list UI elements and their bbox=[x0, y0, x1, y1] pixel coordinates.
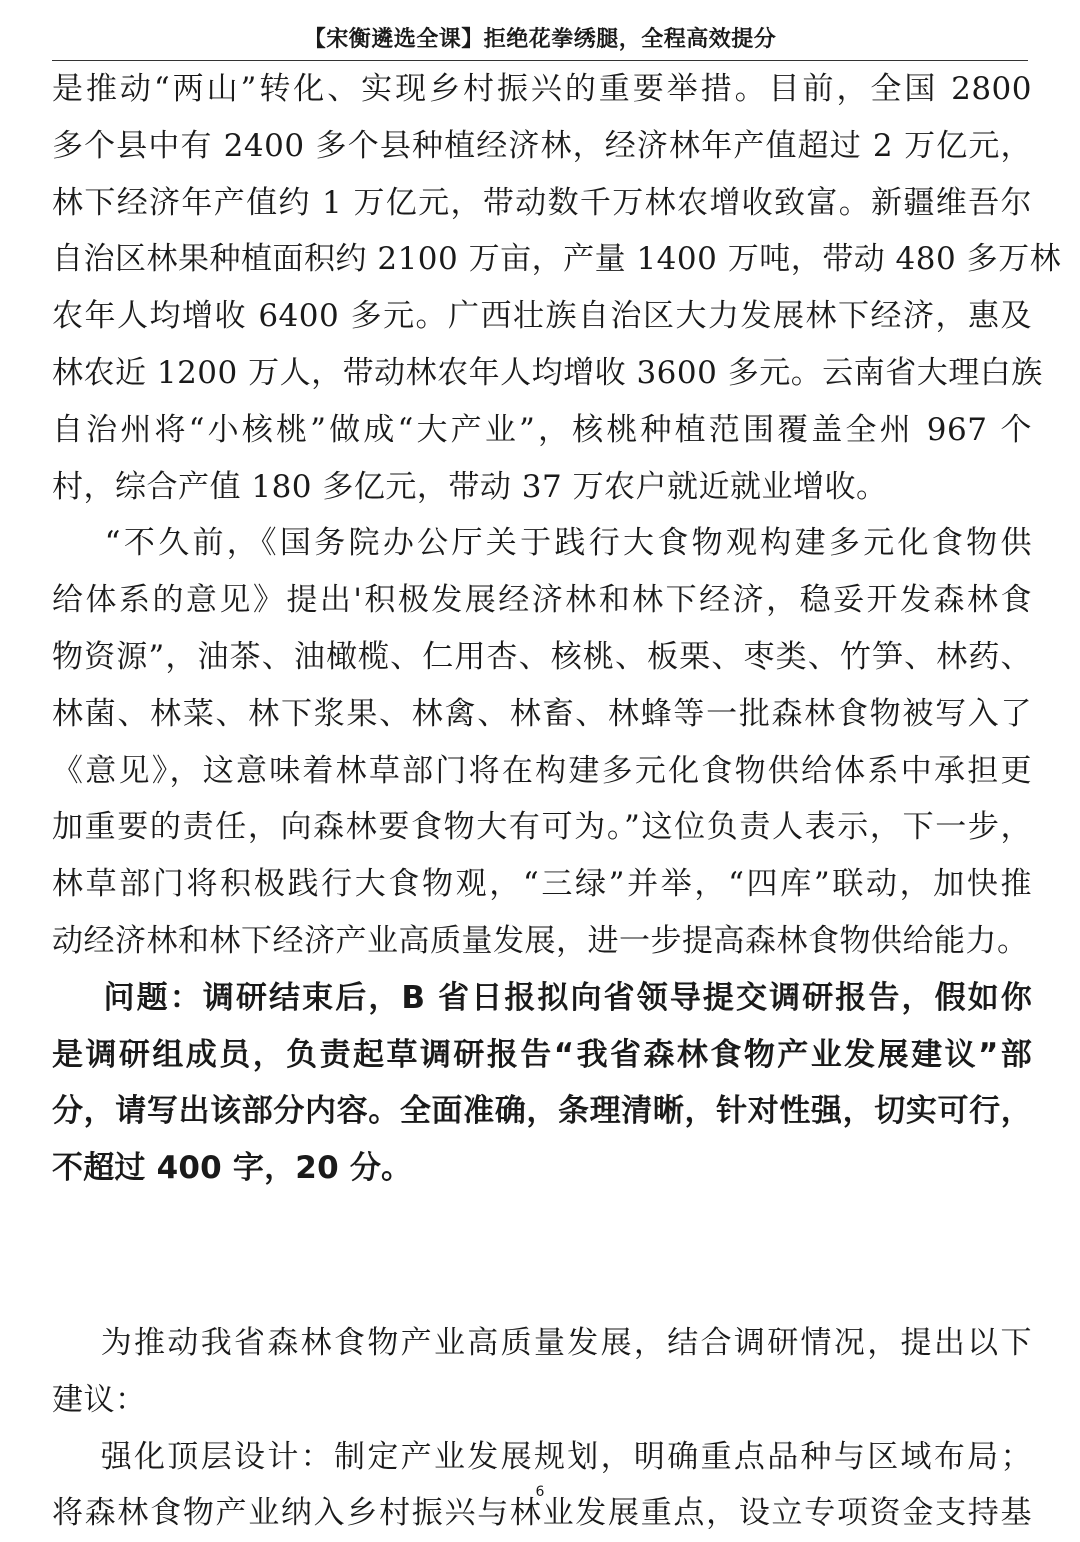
text-line: 自治区林果种植面积约 2100 万亩，产量 1400 万吨，带动 480 多万林 bbox=[52, 241, 1062, 278]
text-line: 《意见》，这意味着林草部门将在构建多元化食物供给体系中承担更 bbox=[52, 752, 1032, 789]
page-number: 6 bbox=[535, 1484, 545, 1500]
question-line: 分，请写出该部分内容。全面准确，条理清晰，针对性强，切实可行， bbox=[52, 1093, 1032, 1130]
text-line: “不久前，《国务院办公厅关于践行大食物观构建多元化食物供 bbox=[52, 525, 1032, 562]
paragraph-economic-forest-stats bbox=[52, 61, 1062, 515]
text-line: 将森林食物产业纳入乡村振兴与林业发展重点，设立专项资金支持基 bbox=[52, 1495, 1032, 1532]
section-gap bbox=[52, 1197, 1032, 1315]
question-line: 是调研组成员，负责起草调研报告“我省森林食物产业发展建议”部 bbox=[52, 1036, 1032, 1073]
exam-question bbox=[52, 970, 1032, 1197]
question-line: 问题：调研结束后，B 省日报拟向省领导提交调研报告，假如你 bbox=[52, 979, 1032, 1016]
text-line: 强化顶层设计：制定产业发展规划，明确重点品种与区域布局； bbox=[52, 1438, 1032, 1475]
text-line: 自治州将“小核桃”做成“大产业”，核桃种植范围覆盖全州 967 个 bbox=[52, 411, 1032, 448]
text-line: 给体系的意见》提出'积极发展经济林和林下经济，稳妥开发森林食 bbox=[52, 582, 1032, 619]
page-header bbox=[0, 0, 1080, 62]
text-line: 建议： bbox=[52, 1381, 147, 1418]
text-line: 林农近 1200 万人，带动林农年人均增收 3600 多元。云南省大理白族 bbox=[52, 354, 1043, 391]
document-body bbox=[52, 61, 1062, 1542]
text-line: 多个县中有 2400 多个县种植经济林，经济林年产值超过 2 万亿元， bbox=[52, 127, 1032, 164]
text-line: 林下经济年产值约 1 万亿元，带动数千万林农增收致富。新疆维吾尔 bbox=[52, 184, 1032, 221]
paragraph-policy-quote bbox=[52, 515, 1032, 969]
text-line: 加重要的责任，向森林要食物大有可为。”这位负责人表示，下一步， bbox=[52, 809, 1032, 846]
text-line: 是推动“两山”转化、实现乡村振兴的重要举措。目前，全国 2800 bbox=[52, 71, 1032, 107]
text-line: 物资源”，油茶、油橄榄、仁用杏、核桃、板栗、枣类、竹笋、林药、 bbox=[52, 638, 1032, 675]
text-line: 林菌、林菜、林下浆果、林禽、林畜、林蜂等一批森林食物被写入了 bbox=[52, 695, 1032, 732]
question-line: 不超过 400 字，20 分。 bbox=[52, 1150, 413, 1187]
text-line: 农年人均增收 6400 多元。广西壮族自治区大力发展林下经济，惠及 bbox=[52, 298, 1032, 335]
text-line: 林草部门将积极践行大食物观，“三绿”并举，“四库”联动，加快推 bbox=[52, 866, 1032, 903]
text-line: 村，综合产值 180 多亿元，带动 37 万农户就近就业增收。 bbox=[52, 468, 888, 505]
header-title: 【宋衡遴选全课】拒绝花拳绣腿，全程高效提分 bbox=[303, 27, 777, 52]
text-line: 动经济林和林下经济产业高质量发展，进一步提高森林食物供给能力。 bbox=[52, 922, 1029, 959]
answer-intro bbox=[52, 1315, 1032, 1429]
text-line: 为推动我省森林食物产业高质量发展，结合调研情况，提出以下 bbox=[52, 1324, 1032, 1361]
